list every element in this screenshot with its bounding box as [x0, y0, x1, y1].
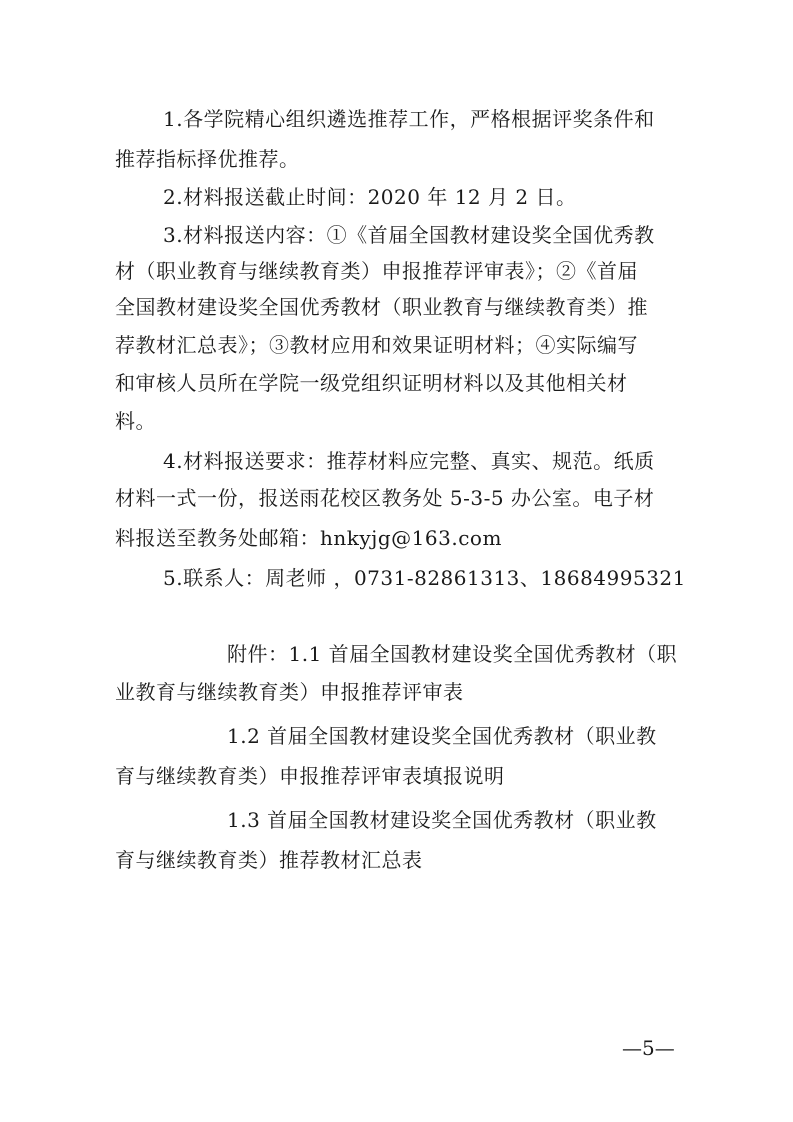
paragraph-3-line-1: 3.材料报送内容：①《首届全国教材建设奖全国优秀教 [163, 223, 655, 247]
paragraph-3-line-2: 材（职业教育与继续教育类）申报推荐评审表》；②《首届 [115, 259, 638, 283]
attachment-3-line-2: 育与继续教育类）推荐教材汇总表 [115, 848, 423, 872]
paragraph-4-line-2: 材料一式一份，报送雨花校区教务处 5-3-5 办公室。电子材 [115, 486, 655, 510]
attachment-3-line-1: 1.3 首届全国教材建设奖全国优秀教材（职业教 [227, 808, 657, 832]
paragraph-2-line-1: 2.材料报送截止时间：2020 年 12 月 2 日。 [163, 185, 577, 209]
attachment-1-line-1: 附件：1.1 首届全国教材建设奖全国优秀教材（职 [227, 642, 678, 666]
paragraph-4-line-3: 料报送至教务处邮箱：hnkyjg@163.com [115, 526, 502, 550]
attachment-2-line-2: 育与继续教育类）申报推荐评审表填报说明 [115, 764, 505, 788]
paragraph-3-line-3: 全国教材建设奖全国优秀教材（职业教育与继续教育类）推 [115, 295, 648, 319]
attachment-1-line-2: 业教育与继续教育类）申报推荐评审表 [115, 680, 464, 704]
attachment-2-line-1: 1.2 首届全国教材建设奖全国优秀教材（职业教 [227, 724, 657, 748]
page-number: —5— [622, 1036, 675, 1060]
paragraph-4-line-1: 4.材料报送要求：推荐材料应完整、真实、规范。纸质 [163, 449, 655, 473]
paragraph-1-line-2: 推荐指标择优推荐。 [115, 147, 300, 171]
paragraph-3-line-6: 料。 [115, 409, 156, 433]
paragraph-3-line-4: 荐教材汇总表》；③教材应用和效果证明材料；④实际编写 [115, 333, 638, 357]
paragraph-5-line-1: 5.联系人：周老师 ，0731-82861313、18684995321 [163, 566, 686, 590]
paragraph-1-line-1: 1.各学院精心组织遴选推荐工作，严格根据评奖条件和 [163, 107, 655, 131]
paragraph-3-line-5: 和审核人员所在学院一级党组织证明材料以及其他相关材 [115, 371, 628, 395]
